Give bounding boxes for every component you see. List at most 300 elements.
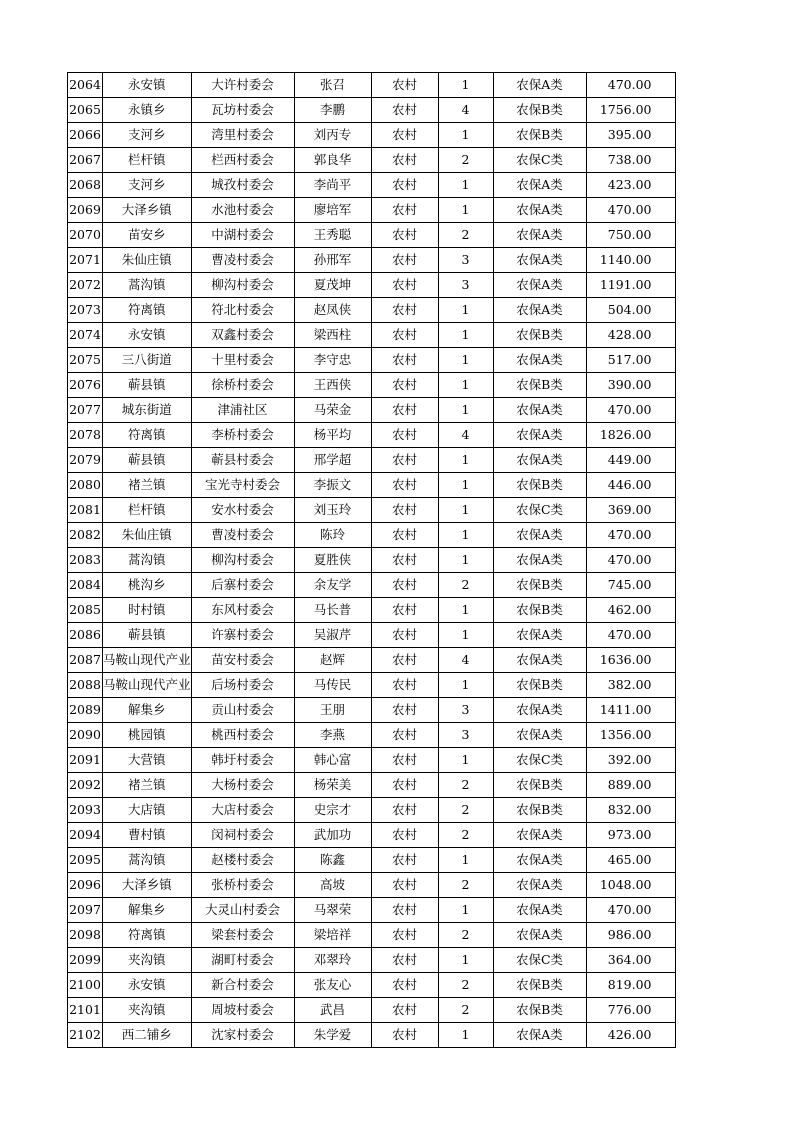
name-cell: 赵辉 (294, 648, 371, 673)
household-count-cell: 1 (438, 548, 493, 573)
table-row (68, 498, 676, 523)
insurance-class-cell: 农保B类 (493, 373, 586, 398)
village-cell: 符北村委会 (191, 298, 294, 323)
household-count-cell: 2 (438, 998, 493, 1023)
amount-cell: 889.00 (586, 773, 675, 798)
insurance-class-cell: 农保B类 (493, 798, 586, 823)
name-cell: 陈玲 (294, 523, 371, 548)
table-row (68, 248, 676, 273)
village-cell: 徐桥村委会 (191, 373, 294, 398)
town-cell: 支河乡 (103, 123, 192, 148)
insurance-class-cell: 农保A类 (493, 548, 586, 573)
name-cell: 王秀聪 (294, 223, 371, 248)
village-cell: 宝光寺村委会 (191, 473, 294, 498)
area-type-cell: 农村 (371, 948, 438, 973)
area-type-cell: 农村 (371, 398, 438, 423)
row-number: 2070 (68, 223, 103, 248)
area-type-cell: 农村 (371, 998, 438, 1023)
town-cell: 褚兰镇 (103, 473, 192, 498)
area-type-cell: 农村 (371, 648, 438, 673)
row-number: 2074 (68, 323, 103, 348)
insurance-class-cell: 农保B类 (493, 598, 586, 623)
data-table (67, 72, 676, 1048)
table-row (68, 773, 676, 798)
town-cell: 大营镇 (103, 748, 192, 773)
name-cell: 王朋 (294, 698, 371, 723)
town-cell: 蕲县镇 (103, 623, 192, 648)
name-cell: 王西侠 (294, 373, 371, 398)
table-row (68, 1023, 676, 1048)
village-cell: 水池村委会 (191, 198, 294, 223)
table-row (68, 798, 676, 823)
household-count-cell: 1 (438, 523, 493, 548)
town-cell: 褚兰镇 (103, 773, 192, 798)
amount-cell: 1191.00 (586, 273, 675, 298)
table-row (68, 148, 676, 173)
village-cell: 周坡村委会 (191, 998, 294, 1023)
name-cell: 梁西柱 (294, 323, 371, 348)
village-cell: 栏西村委会 (191, 148, 294, 173)
household-count-cell: 2 (438, 148, 493, 173)
table-row (68, 323, 676, 348)
table-row (68, 648, 676, 673)
table-row (68, 923, 676, 948)
insurance-class-cell: 农保A类 (493, 648, 586, 673)
table-row (68, 398, 676, 423)
name-cell: 李鹏 (294, 98, 371, 123)
table-row (68, 973, 676, 998)
insurance-class-cell: 农保A类 (493, 873, 586, 898)
town-cell: 大泽乡镇 (103, 198, 192, 223)
table-row (68, 548, 676, 573)
household-count-cell: 1 (438, 473, 493, 498)
amount-cell: 446.00 (586, 473, 675, 498)
town-cell: 永安镇 (103, 973, 192, 998)
area-type-cell: 农村 (371, 98, 438, 123)
town-cell: 大店镇 (103, 798, 192, 823)
amount-cell: 470.00 (586, 898, 675, 923)
insurance-class-cell: 农保C类 (493, 948, 586, 973)
amount-cell: 470.00 (586, 548, 675, 573)
insurance-class-cell: 农保A类 (493, 448, 586, 473)
row-number: 2076 (68, 373, 103, 398)
amount-cell: 462.00 (586, 598, 675, 623)
name-cell: 马传民 (294, 673, 371, 698)
village-cell: 后寨村委会 (191, 573, 294, 598)
amount-cell: 470.00 (586, 523, 675, 548)
insurance-class-cell: 农保A类 (493, 73, 586, 98)
amount-cell: 1140.00 (586, 248, 675, 273)
village-cell: 苗安村委会 (191, 648, 294, 673)
village-cell: 中湖村委会 (191, 223, 294, 248)
name-cell: 陈鑫 (294, 848, 371, 873)
amount-cell: 465.00 (586, 848, 675, 873)
area-type-cell: 农村 (371, 323, 438, 348)
village-cell: 张桥村委会 (191, 873, 294, 898)
name-cell: 武加功 (294, 823, 371, 848)
amount-cell: 449.00 (586, 448, 675, 473)
insurance-class-cell: 农保A类 (493, 723, 586, 748)
name-cell: 李振文 (294, 473, 371, 498)
table-row (68, 948, 676, 973)
town-cell: 朱仙庄镇 (103, 523, 192, 548)
household-count-cell: 1 (438, 348, 493, 373)
table-row (68, 998, 676, 1023)
area-type-cell: 农村 (371, 423, 438, 448)
area-type-cell: 农村 (371, 723, 438, 748)
row-number: 2082 (68, 523, 103, 548)
row-number: 2075 (68, 348, 103, 373)
row-number: 2096 (68, 873, 103, 898)
insurance-class-cell: 农保B类 (493, 973, 586, 998)
amount-cell: 390.00 (586, 373, 675, 398)
name-cell: 梁培祥 (294, 923, 371, 948)
area-type-cell: 农村 (371, 973, 438, 998)
amount-cell: 738.00 (586, 148, 675, 173)
amount-cell: 1411.00 (586, 698, 675, 723)
household-count-cell: 1 (438, 848, 493, 873)
area-type-cell: 农村 (371, 448, 438, 473)
table-row (68, 748, 676, 773)
row-number: 2090 (68, 723, 103, 748)
area-type-cell: 农村 (371, 823, 438, 848)
amount-cell: 776.00 (586, 998, 675, 1023)
table-row (68, 823, 676, 848)
village-cell: 大许村委会 (191, 73, 294, 98)
village-cell: 贡山村委会 (191, 698, 294, 723)
town-cell: 符离镇 (103, 298, 192, 323)
insurance-class-cell: 农保A类 (493, 1023, 586, 1048)
table-row (68, 673, 676, 698)
name-cell: 夏胜侠 (294, 548, 371, 573)
insurance-class-cell: 农保A类 (493, 298, 586, 323)
name-cell: 吴淑芹 (294, 623, 371, 648)
table-row (68, 698, 676, 723)
town-cell: 城东街道 (103, 398, 192, 423)
village-cell: 许寨村委会 (191, 623, 294, 648)
amount-cell: 1356.00 (586, 723, 675, 748)
row-number: 2094 (68, 823, 103, 848)
town-cell: 时村镇 (103, 598, 192, 623)
amount-cell: 819.00 (586, 973, 675, 998)
area-type-cell: 农村 (371, 873, 438, 898)
table-row (68, 123, 676, 148)
area-type-cell: 农村 (371, 773, 438, 798)
village-cell: 后场村委会 (191, 673, 294, 698)
row-number: 2078 (68, 423, 103, 448)
insurance-class-cell: 农保B类 (493, 323, 586, 348)
household-count-cell: 4 (438, 423, 493, 448)
household-count-cell: 1 (438, 498, 493, 523)
name-cell: 夏茂坤 (294, 273, 371, 298)
table-row (68, 723, 676, 748)
household-count-cell: 3 (438, 248, 493, 273)
area-type-cell: 农村 (371, 673, 438, 698)
household-count-cell: 1 (438, 898, 493, 923)
row-number: 2067 (68, 148, 103, 173)
insurance-class-cell: 农保A类 (493, 198, 586, 223)
town-cell: 夹沟镇 (103, 948, 192, 973)
town-cell: 曹村镇 (103, 823, 192, 848)
row-number: 2081 (68, 498, 103, 523)
name-cell: 马翠荣 (294, 898, 371, 923)
household-count-cell: 4 (438, 648, 493, 673)
row-number: 2065 (68, 98, 103, 123)
row-number: 2102 (68, 1023, 103, 1048)
household-count-cell: 3 (438, 723, 493, 748)
row-number: 2092 (68, 773, 103, 798)
amount-cell: 428.00 (586, 323, 675, 348)
town-cell: 解集乡 (103, 698, 192, 723)
household-count-cell: 1 (438, 298, 493, 323)
insurance-class-cell: 农保A类 (493, 248, 586, 273)
name-cell: 朱学爱 (294, 1023, 371, 1048)
amount-cell: 392.00 (586, 748, 675, 773)
area-type-cell: 农村 (371, 348, 438, 373)
name-cell: 孙邢军 (294, 248, 371, 273)
amount-cell: 517.00 (586, 348, 675, 373)
area-type-cell: 农村 (371, 498, 438, 523)
table-row (68, 898, 676, 923)
name-cell: 廖培军 (294, 198, 371, 223)
area-type-cell: 农村 (371, 573, 438, 598)
household-count-cell: 2 (438, 798, 493, 823)
row-number: 2071 (68, 248, 103, 273)
insurance-class-cell: 农保B类 (493, 573, 586, 598)
table-row (68, 173, 676, 198)
table-row (68, 373, 676, 398)
amount-cell: 382.00 (586, 673, 675, 698)
insurance-class-cell: 农保C类 (493, 498, 586, 523)
household-count-cell: 1 (438, 73, 493, 98)
town-cell: 桃园镇 (103, 723, 192, 748)
insurance-class-cell: 农保C类 (493, 748, 586, 773)
amount-cell: 426.00 (586, 1023, 675, 1048)
town-cell: 栏杆镇 (103, 498, 192, 523)
name-cell: 赵凤侠 (294, 298, 371, 323)
name-cell: 韩心富 (294, 748, 371, 773)
village-cell: 大杨村委会 (191, 773, 294, 798)
insurance-class-cell: 农保A类 (493, 698, 586, 723)
name-cell: 李尚平 (294, 173, 371, 198)
row-number: 2066 (68, 123, 103, 148)
amount-cell: 470.00 (586, 398, 675, 423)
row-number: 2079 (68, 448, 103, 473)
insurance-class-cell: 农保A类 (493, 923, 586, 948)
village-cell: 东风村委会 (191, 598, 294, 623)
table-row (68, 848, 676, 873)
insurance-class-cell: 农保A类 (493, 223, 586, 248)
village-cell: 大灵山村委会 (191, 898, 294, 923)
town-cell: 永安镇 (103, 73, 192, 98)
household-count-cell: 2 (438, 823, 493, 848)
village-cell: 蕲县村委会 (191, 448, 294, 473)
household-count-cell: 2 (438, 773, 493, 798)
village-cell: 湖町村委会 (191, 948, 294, 973)
household-count-cell: 2 (438, 223, 493, 248)
insurance-class-cell: 农保A类 (493, 898, 586, 923)
row-number: 2086 (68, 623, 103, 648)
name-cell: 邢学超 (294, 448, 371, 473)
area-type-cell: 农村 (371, 523, 438, 548)
household-count-cell: 1 (438, 598, 493, 623)
village-cell: 湾里村委会 (191, 123, 294, 148)
row-number: 2068 (68, 173, 103, 198)
table-row (68, 473, 676, 498)
row-number: 2080 (68, 473, 103, 498)
table-row (68, 348, 676, 373)
household-count-cell: 1 (438, 198, 493, 223)
name-cell: 武昌 (294, 998, 371, 1023)
village-cell: 津浦社区 (191, 398, 294, 423)
area-type-cell: 农村 (371, 623, 438, 648)
household-count-cell: 2 (438, 573, 493, 598)
household-count-cell: 1 (438, 398, 493, 423)
amount-cell: 423.00 (586, 173, 675, 198)
name-cell: 李守忠 (294, 348, 371, 373)
household-count-cell: 1 (438, 373, 493, 398)
table-row (68, 598, 676, 623)
village-cell: 闵祠村委会 (191, 823, 294, 848)
insurance-class-cell: 农保B类 (493, 98, 586, 123)
name-cell: 杨荣美 (294, 773, 371, 798)
row-number: 2072 (68, 273, 103, 298)
row-number: 2088 (68, 673, 103, 698)
table-row (68, 73, 676, 98)
table-body (68, 73, 676, 1048)
village-cell: 李桥村委会 (191, 423, 294, 448)
name-cell: 邓翠玲 (294, 948, 371, 973)
name-cell: 李燕 (294, 723, 371, 748)
row-number: 2099 (68, 948, 103, 973)
town-cell: 永镇乡 (103, 98, 192, 123)
insurance-class-cell: 农保A类 (493, 848, 586, 873)
name-cell: 张友心 (294, 973, 371, 998)
household-count-cell: 1 (438, 323, 493, 348)
insurance-class-cell: 农保C类 (493, 148, 586, 173)
amount-cell: 1048.00 (586, 873, 675, 898)
amount-cell: 1636.00 (586, 648, 675, 673)
insurance-class-cell: 农保A类 (493, 823, 586, 848)
town-cell: 三八街道 (103, 348, 192, 373)
household-count-cell: 1 (438, 448, 493, 473)
village-cell: 桃西村委会 (191, 723, 294, 748)
town-cell: 夹沟镇 (103, 998, 192, 1023)
area-type-cell: 农村 (371, 273, 438, 298)
amount-cell: 364.00 (586, 948, 675, 973)
row-number: 2091 (68, 748, 103, 773)
village-cell: 新合村委会 (191, 973, 294, 998)
row-number: 2085 (68, 598, 103, 623)
household-count-cell: 1 (438, 1023, 493, 1048)
household-count-cell: 2 (438, 923, 493, 948)
amount-cell: 395.00 (586, 123, 675, 148)
insurance-class-cell: 农保A类 (493, 523, 586, 548)
row-number: 2097 (68, 898, 103, 923)
town-cell: 苗安乡 (103, 223, 192, 248)
household-count-cell: 3 (438, 698, 493, 723)
area-type-cell: 农村 (371, 123, 438, 148)
village-cell: 韩圩村委会 (191, 748, 294, 773)
amount-cell: 369.00 (586, 498, 675, 523)
town-cell: 大泽乡镇 (103, 873, 192, 898)
area-type-cell: 农村 (371, 923, 438, 948)
village-cell: 安水村委会 (191, 498, 294, 523)
amount-cell: 470.00 (586, 623, 675, 648)
town-cell: 符离镇 (103, 923, 192, 948)
area-type-cell: 农村 (371, 848, 438, 873)
amount-cell: 986.00 (586, 923, 675, 948)
table-row (68, 98, 676, 123)
name-cell: 马荣金 (294, 398, 371, 423)
row-number: 2087 (68, 648, 103, 673)
town-cell: 永安镇 (103, 323, 192, 348)
area-type-cell: 农村 (371, 598, 438, 623)
area-type-cell: 农村 (371, 248, 438, 273)
area-type-cell: 农村 (371, 1023, 438, 1048)
insurance-class-cell: 农保B类 (493, 773, 586, 798)
table-row (68, 298, 676, 323)
amount-cell: 470.00 (586, 73, 675, 98)
village-cell: 曹凌村委会 (191, 523, 294, 548)
row-number: 2084 (68, 573, 103, 598)
village-cell: 十里村委会 (191, 348, 294, 373)
name-cell: 刘丙专 (294, 123, 371, 148)
row-number: 2100 (68, 973, 103, 998)
amount-cell: 832.00 (586, 798, 675, 823)
village-cell: 城孜村委会 (191, 173, 294, 198)
insurance-class-cell: 农保B类 (493, 123, 586, 148)
name-cell: 刘玉玲 (294, 498, 371, 523)
amount-cell: 745.00 (586, 573, 675, 598)
village-cell: 梁套村委会 (191, 923, 294, 948)
insurance-class-cell: 农保A类 (493, 423, 586, 448)
table-row (68, 523, 676, 548)
row-number: 2069 (68, 198, 103, 223)
table-row (68, 423, 676, 448)
table-row (68, 623, 676, 648)
amount-cell: 1826.00 (586, 423, 675, 448)
town-cell: 马鞍山现代产业 (103, 673, 192, 698)
village-cell: 曹凌村委会 (191, 248, 294, 273)
name-cell: 高坡 (294, 873, 371, 898)
town-cell: 西二铺乡 (103, 1023, 192, 1048)
row-number: 2098 (68, 923, 103, 948)
insurance-class-cell: 农保A类 (493, 398, 586, 423)
household-count-cell: 1 (438, 623, 493, 648)
household-count-cell: 4 (438, 98, 493, 123)
insurance-class-cell: 农保B类 (493, 998, 586, 1023)
table-row (68, 448, 676, 473)
village-cell: 瓦坊村委会 (191, 98, 294, 123)
name-cell: 史宗才 (294, 798, 371, 823)
amount-cell: 1756.00 (586, 98, 675, 123)
area-type-cell: 农村 (371, 898, 438, 923)
town-cell: 蒿沟镇 (103, 848, 192, 873)
household-count-cell: 2 (438, 873, 493, 898)
amount-cell: 470.00 (586, 198, 675, 223)
row-number: 2093 (68, 798, 103, 823)
town-cell: 栏杆镇 (103, 148, 192, 173)
table-row (68, 198, 676, 223)
town-cell: 蕲县镇 (103, 373, 192, 398)
village-cell: 大店村委会 (191, 798, 294, 823)
town-cell: 支河乡 (103, 173, 192, 198)
town-cell: 马鞍山现代产业 (103, 648, 192, 673)
row-number: 2095 (68, 848, 103, 873)
table-row (68, 223, 676, 248)
household-count-cell: 1 (438, 748, 493, 773)
